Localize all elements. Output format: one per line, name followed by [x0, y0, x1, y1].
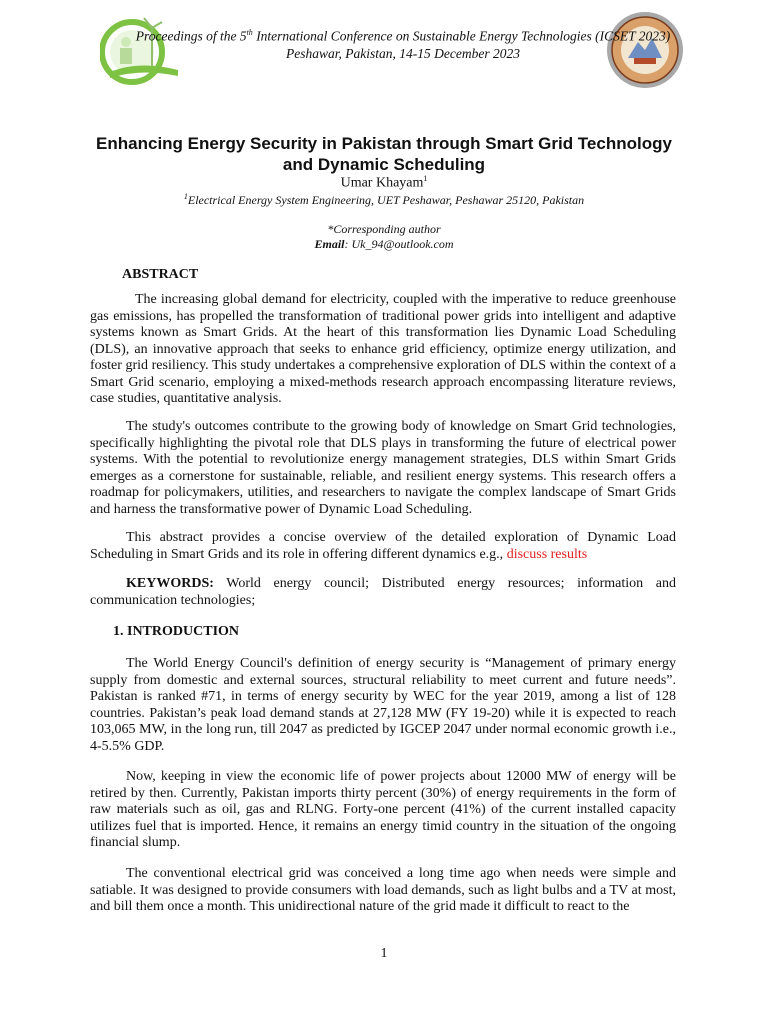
conference-header-line2: Peshawar, Pakistan, 14-15 December 2023: [286, 45, 520, 61]
discuss-results-highlight: discuss results: [506, 546, 588, 562]
conference-header: [120, 24, 686, 62]
page-number: 1: [380, 946, 388, 961]
abstract-paragraph-2: The study's outcomes contribute to the growing body of knowledge on Smart Grid technologies, specifically highlighting the pivotal role that DLS plays in transforming the future of electrical power systems. With the potential to revolutionize energy management strategies, DLS within Smart Grids emerges as a cornerstone for sustainable, reliable, and resilient energy systems. This research offers a roadmap for policymakers, utilities, and researchers to navigate the complex landscape of Smart Grids and harness the transformative power of Dynamic Load Scheduling.: [90, 419, 676, 517]
conference-header-line1: Proceedings of the 5th International Conference on Sustainable Energy Technologies (ICSET 2023): [135, 28, 671, 44]
keywords: KEYWORDS: World energy council; Distributed energy resources; information and communication technologies;: [90, 576, 676, 608]
introduction-paragraph-1: The World Energy Council's definition of energy security is “Management of primary energy supply from domestic and external sources, structural reliability to meet current and future needs”. Pakistan is ranked #71, in terms of energy security by WEC for the year 2019, among a list of 128 countries. Pakistan’s peak load demand stands at 27,128 MW (FY 19-20) while it is expected to reach 103,065 MW, in the long run, till 2047 as predicted by IGCEP 2047 under normal economic growth i.e., 4-5.5% GDP.: [90, 656, 676, 754]
introduction-heading: 1. INTRODUCTION: [113, 624, 240, 639]
author-email: Email: Uk_94@outlook.com: [314, 237, 454, 251]
author-name: Umar Khayam$^1$: [340, 174, 428, 191]
corresponding-author-note: *Corresponding author: [327, 222, 441, 236]
introduction-paragraph-3: The conventional electrical grid was conceived a long time ago when needs were simple and satiable. It was designed to provide consumers with load demands, such as light bulbs and a TV at most, and bill them once a month. This unidirectional nature of the grid made it difficult to react to the: [90, 866, 676, 914]
introduction-paragraph-2: Now, keeping in view the economic life of power projects about 12000 MW of energy will be retired by then. Currently, Pakistan imports thirty percent (30%) of energy requirements in the form of raw materials such as oil, gas and RLNG. Forty-one percent (41%) of the current installed capacity utilizes fuel that is imported. Hence, it remains an energy timid country in the situation of the ongoing financial slump.: [90, 769, 676, 850]
abstract-heading: ABSTRACT: [122, 267, 199, 282]
paper-title: Enhancing Energy Security in Pakistan through Smart Grid Technology and Dynamic Scheduling: [96, 134, 672, 174]
abstract-paragraph-3: This abstract provides a concise overview of the detailed exploration of Dynamic Load Scheduling in Smart Grids and its role in offering different dynamics e.g., discuss results: [90, 530, 676, 562]
author-affiliation: $^1$Electrical Energy System Engineering, UET Peshawar, Peshawar 25120, Pakistan: [183, 192, 585, 207]
abstract-paragraph-1: The increasing global demand for electricity, coupled with the imperative to reduce greenhouse gas emissions, has propelled the transformation of traditional power grids into intelligent and adaptive systems known as Smart Grids. At the heart of this transformation lies Dynamic Load Scheduling (DLS), an innovative approach that seeks to enhance grid efficiency, optimize energy utilization, and foster grid resiliency. This study undertakes a comprehensive exploration of DLS within the context of a Smart Grid scenario, employing a mixed-methods research approach encompassing literature reviews, case studies, quantitative analysis.: [90, 292, 676, 406]
